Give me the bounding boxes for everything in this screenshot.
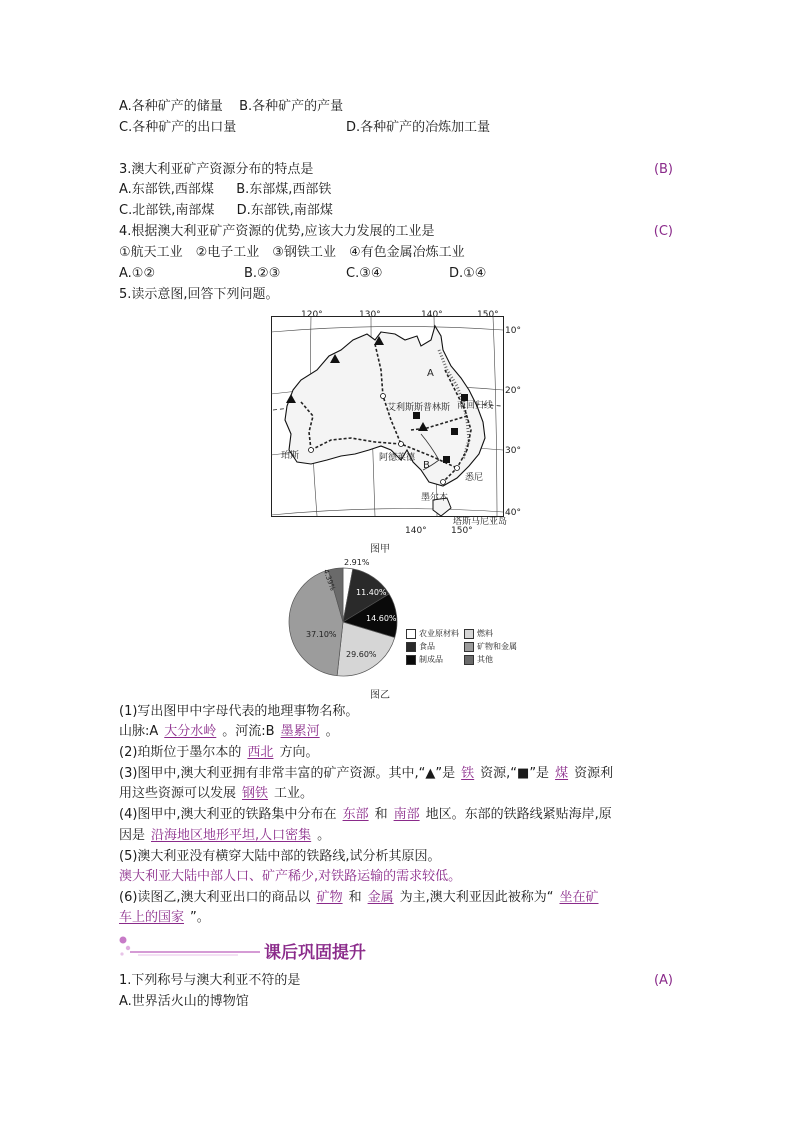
lon-label-130: 130° — [359, 310, 381, 320]
map-label-tropic: 南回归线 — [457, 401, 494, 411]
q3-options-row2 — [119, 202, 333, 220]
q5-s6-line2 — [119, 909, 210, 927]
map-label-a: A — [427, 368, 434, 379]
lon-label-140: 140° — [421, 310, 443, 320]
pie-label-29-60: 29.60% — [346, 650, 377, 659]
q4-option-a: A.①② — [119, 266, 156, 281]
lat-label-10: 10° — [505, 326, 521, 336]
q3-options-row1 — [119, 181, 331, 199]
q5-s1-answer-line — [119, 723, 339, 741]
q5-s3-post: 资源利 — [574, 766, 614, 781]
q5-s6-answer-metals: 金属 — [367, 890, 394, 905]
legend-minerals: 矿物和金属 — [464, 641, 517, 652]
q2-options-row2 — [119, 119, 236, 137]
q5-s6-pre: (6)读图乙,澳大利亚出口的商品以 — [119, 890, 311, 905]
legend-food: 食品 — [406, 641, 435, 652]
map-label-tasmania: 塔斯马尼亚岛 — [453, 517, 508, 527]
pie-label-14-60: 14.60% — [366, 614, 397, 623]
q5-s4-mid: 和 — [374, 807, 388, 822]
q5-s2-post: 方向。 — [279, 745, 319, 760]
q5-s4-answer-east: 东部 — [342, 807, 369, 822]
q5-s3-line2-pre: 用这些资源可以发展 — [119, 786, 237, 801]
map-label-bottom-140: 140° — [405, 526, 427, 536]
map-label-perth: 珀斯 — [281, 451, 300, 461]
pie-caption: 图乙 — [370, 690, 390, 701]
q4-option-b: B.②③ — [244, 266, 281, 281]
after-q1-option-a: A.世界活火山的博物馆 — [119, 994, 249, 1009]
map-graphic — [271, 310, 516, 524]
after-q1-stem: 1.下列称号与澳大利亚不符的是 — [119, 973, 301, 988]
q5-s4-line2-post: 。 — [317, 828, 331, 843]
pie-label-4-39: 4.39% — [321, 568, 337, 592]
q2-option-b: B.各种矿产的产量 — [239, 99, 344, 114]
q4-items: ①航天工业 ②电子工业 ③钢铁工业 ④有色金属冶炼工业 — [119, 245, 465, 260]
q2-option-a: A.各种矿产的储量 — [119, 99, 223, 114]
q5-s5-stem: (5)澳大利亚没有横穿大陆中部的铁路线,试分析其原因。 — [119, 849, 441, 864]
q5-s3-answer-iron: 铁 — [461, 766, 475, 781]
q5-s1-answer-a: 大分水岭 — [164, 724, 217, 739]
q5-s6-answer-minerals: 矿物 — [316, 890, 343, 905]
q5-s2-answer: 西北 — [247, 745, 274, 760]
q5-s2-line — [119, 744, 318, 762]
pie-label-11-40: 11.40% — [356, 588, 387, 597]
q5-s4-answer-south: 南部 — [393, 807, 420, 822]
map-label-adelaide: 阿德莱德 — [379, 453, 416, 463]
q5-s1-end: 。 — [325, 724, 339, 739]
q3-option-c: C.北部铁,南部煤 — [119, 203, 215, 218]
q5-s1-pre-a: 山脉:A — [119, 724, 159, 739]
q2-option-c: C.各种矿产的出口量 — [119, 120, 237, 135]
after-q1-answer: (A) — [653, 973, 673, 988]
q5-s5-answer: 澳大利亚大陆中部人口、矿产稀少,对铁路运输的需求较低。 — [119, 869, 462, 884]
q5-s3-line2 — [119, 785, 313, 803]
q5-s3-answer-steel: 钢铁 — [242, 786, 269, 801]
q2-options-row1 — [119, 98, 343, 116]
q5-s4-pre: (4)图甲中,澳大利亚的铁路集中分布在 — [119, 807, 337, 822]
section-header — [118, 934, 378, 964]
q5-s1-mid: 。河流:B — [222, 724, 275, 739]
map-label-melbourne: 墨尔本 — [421, 493, 449, 503]
q5-s3-line1 — [119, 765, 613, 783]
q2-option-d: D.各种矿产的冶炼加工量 — [346, 120, 491, 135]
q5-s6-answer-nickname-b: 车上的国家 — [119, 910, 185, 925]
pie-label-2-91: 2.91% — [344, 558, 370, 567]
legend-agri: 农业原材料 — [406, 628, 459, 639]
q5-s4-line2-pre: 因是 — [119, 828, 146, 843]
map-caption: 图甲 — [370, 544, 390, 555]
map-label-alice: 艾利斯斯普林斯 — [387, 403, 451, 413]
q5-s1-answer-b: 墨累河 — [280, 724, 320, 739]
q5-s6-end: ”。 — [190, 910, 210, 925]
q4-stem: 4.根据澳大利亚矿产资源的优势,应该大力发展的工业是 — [119, 224, 435, 239]
lat-label-40: 40° — [505, 508, 521, 518]
map-label-sydney: 悉尼 — [465, 473, 484, 483]
q3-option-d: D.东部铁,南部煤 — [236, 203, 333, 218]
q5-s4-post: 地区。东部的铁路线紧贴海岸,原 — [425, 807, 612, 822]
q3-answer: (B) — [653, 162, 673, 177]
q5-s4-line2 — [119, 827, 330, 845]
section-title: 课后巩固提升 — [264, 943, 366, 963]
australia-map — [271, 310, 521, 536]
q5-s3-mid: 资源,“■”是 — [480, 766, 550, 781]
q5-s3-pre: (3)图甲中,澳大利亚拥有非常丰富的矿产资源。其中,“▲”是 — [119, 766, 456, 781]
lat-label-20: 20° — [505, 386, 521, 396]
section-decoration-icon — [118, 934, 268, 964]
q4-option-c: C.③④ — [346, 266, 383, 281]
q4-answer: (C) — [653, 224, 673, 239]
q5-s6-answer-nickname-a: 坐在矿 — [559, 890, 599, 905]
q5-stem: 5.读示意图,回答下列问题。 — [119, 287, 279, 302]
lat-label-30: 30° — [505, 446, 521, 456]
q5-s4-line1 — [119, 806, 612, 824]
q5-s6-post: 为主,澳大利亚因此被称为“ — [399, 890, 554, 905]
q5-s4-answer-reason: 沿海地区地形平坦,人口密集 — [151, 828, 312, 843]
legend-manufactured: 制成品 — [406, 654, 443, 665]
q5-s6-mid: 和 — [348, 890, 362, 905]
q4-option-d: D.①④ — [449, 266, 487, 281]
q3-option-b: B.东部煤,西部铁 — [236, 182, 332, 197]
q3-option-a: A.东部铁,西部煤 — [119, 182, 214, 197]
legend-fuel: 燃料 — [464, 628, 493, 639]
pie-label-37-10: 37.10% — [306, 630, 337, 639]
map-label-b: B — [423, 460, 430, 471]
q5-s3-line2-post: 工业。 — [274, 786, 314, 801]
q3-stem: 3.澳大利亚矿产资源分布的特点是 — [119, 162, 314, 177]
map-label-bottom-150: 150° — [451, 526, 473, 536]
lon-label-150: 150° — [477, 310, 499, 320]
export-pie-figure — [286, 554, 526, 684]
q5-s1-stem: (1)写出图甲中字母代表的地理事物名称。 — [119, 704, 359, 719]
lon-label-120: 120° — [301, 310, 323, 320]
q5-s2-pre: (2)珀斯位于墨尔本的 — [119, 745, 242, 760]
legend-other: 其他 — [464, 654, 493, 665]
q5-s6-line1 — [119, 889, 605, 907]
q5-s3-answer-coal: 煤 — [555, 766, 569, 781]
